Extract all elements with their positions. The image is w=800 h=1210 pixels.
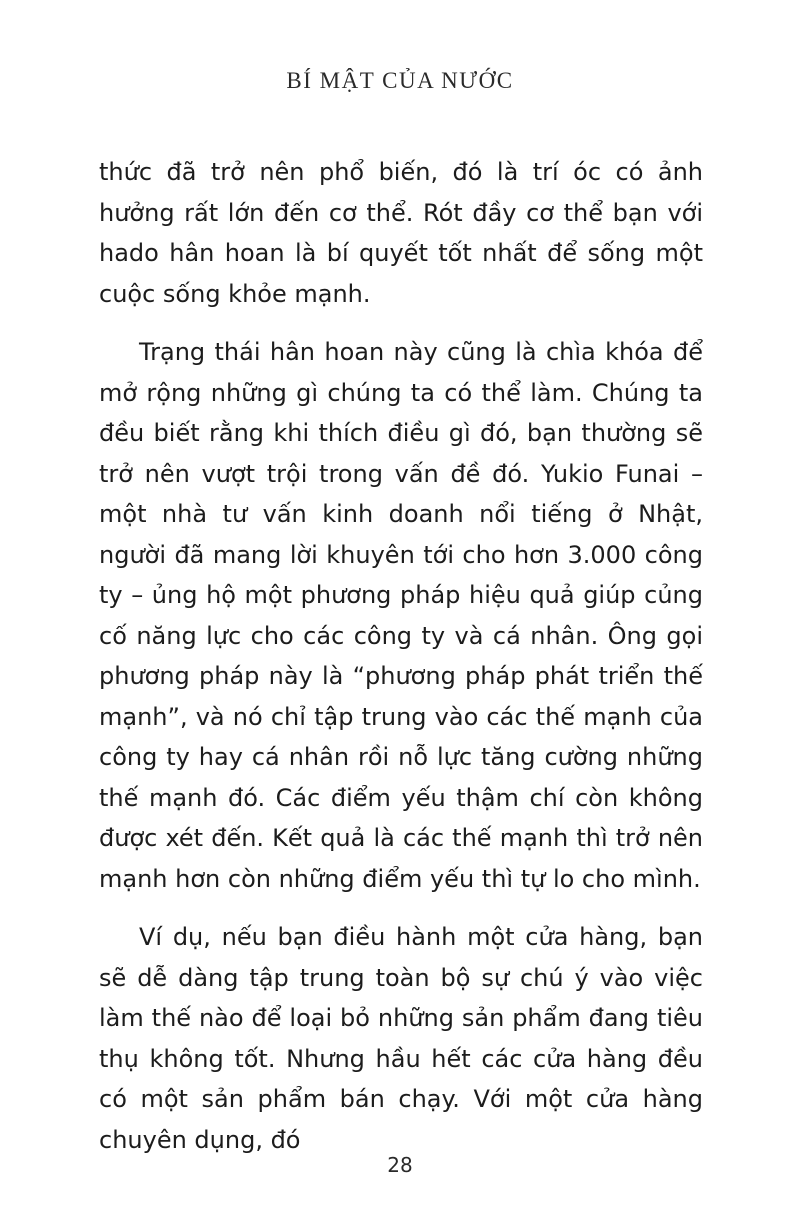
paragraph: Ví dụ, nếu bạn điều hành một cửa hàng, bạn sẽ dễ dàng tập trung toàn bộ sự chú ý vào việc làm thế nào để loại bỏ những sản phẩm đang tiêu thụ không tốt. Nhưng hầu hết các cửa hàng đều có một sản phẩm bán chạy. Với một cửa hàng chuyên dụng, đó [99,923,703,1154]
running-head: BÍ MẬT CỦA NƯỚC [286,68,514,93]
paragraph: Trạng thái hân hoan này cũng là chìa khóa để mở rộng những gì chúng ta có thể làm. Chúng ta đều biết rằng khi thích điều gì đó, bạn thường sẽ trở nên vượt trội trong vấn đề đó. Yukio Funai – một nhà tư vấn kinh doanh nổi tiếng ở Nhật, người đã mang lời khuyên tới cho hơn 3.000 công ty – ủng hộ một phương pháp hiệu quả giúp củng cố năng lực cho các công ty và cá nhân. Ông gọi phương pháp này là “phương pháp phát triển thế mạnh”, và nó chỉ tập trung vào các thế mạnh của công ty hay cá nhân rồi nỗ lực tăng cường những thế mạnh đó. Các điểm yếu thậm chí còn không được xét đến. Kết quả là các thế mạnh thì trở nên mạnh hơn còn những điểm yếu thì tự lo cho mình. [99,338,703,893]
paragraph-continued: thức đã trở nên phổ biến, đó là trí óc có ảnh hưởng rất lớn đến cơ thể. Rót đầy cơ thể bạn với hado hân hoan là bí quyết tốt nhất để sống một cuộc sống khỏe mạnh. [99,158,703,308]
page-number: 28 [387,1153,413,1177]
body-text [99,152,703,1178]
